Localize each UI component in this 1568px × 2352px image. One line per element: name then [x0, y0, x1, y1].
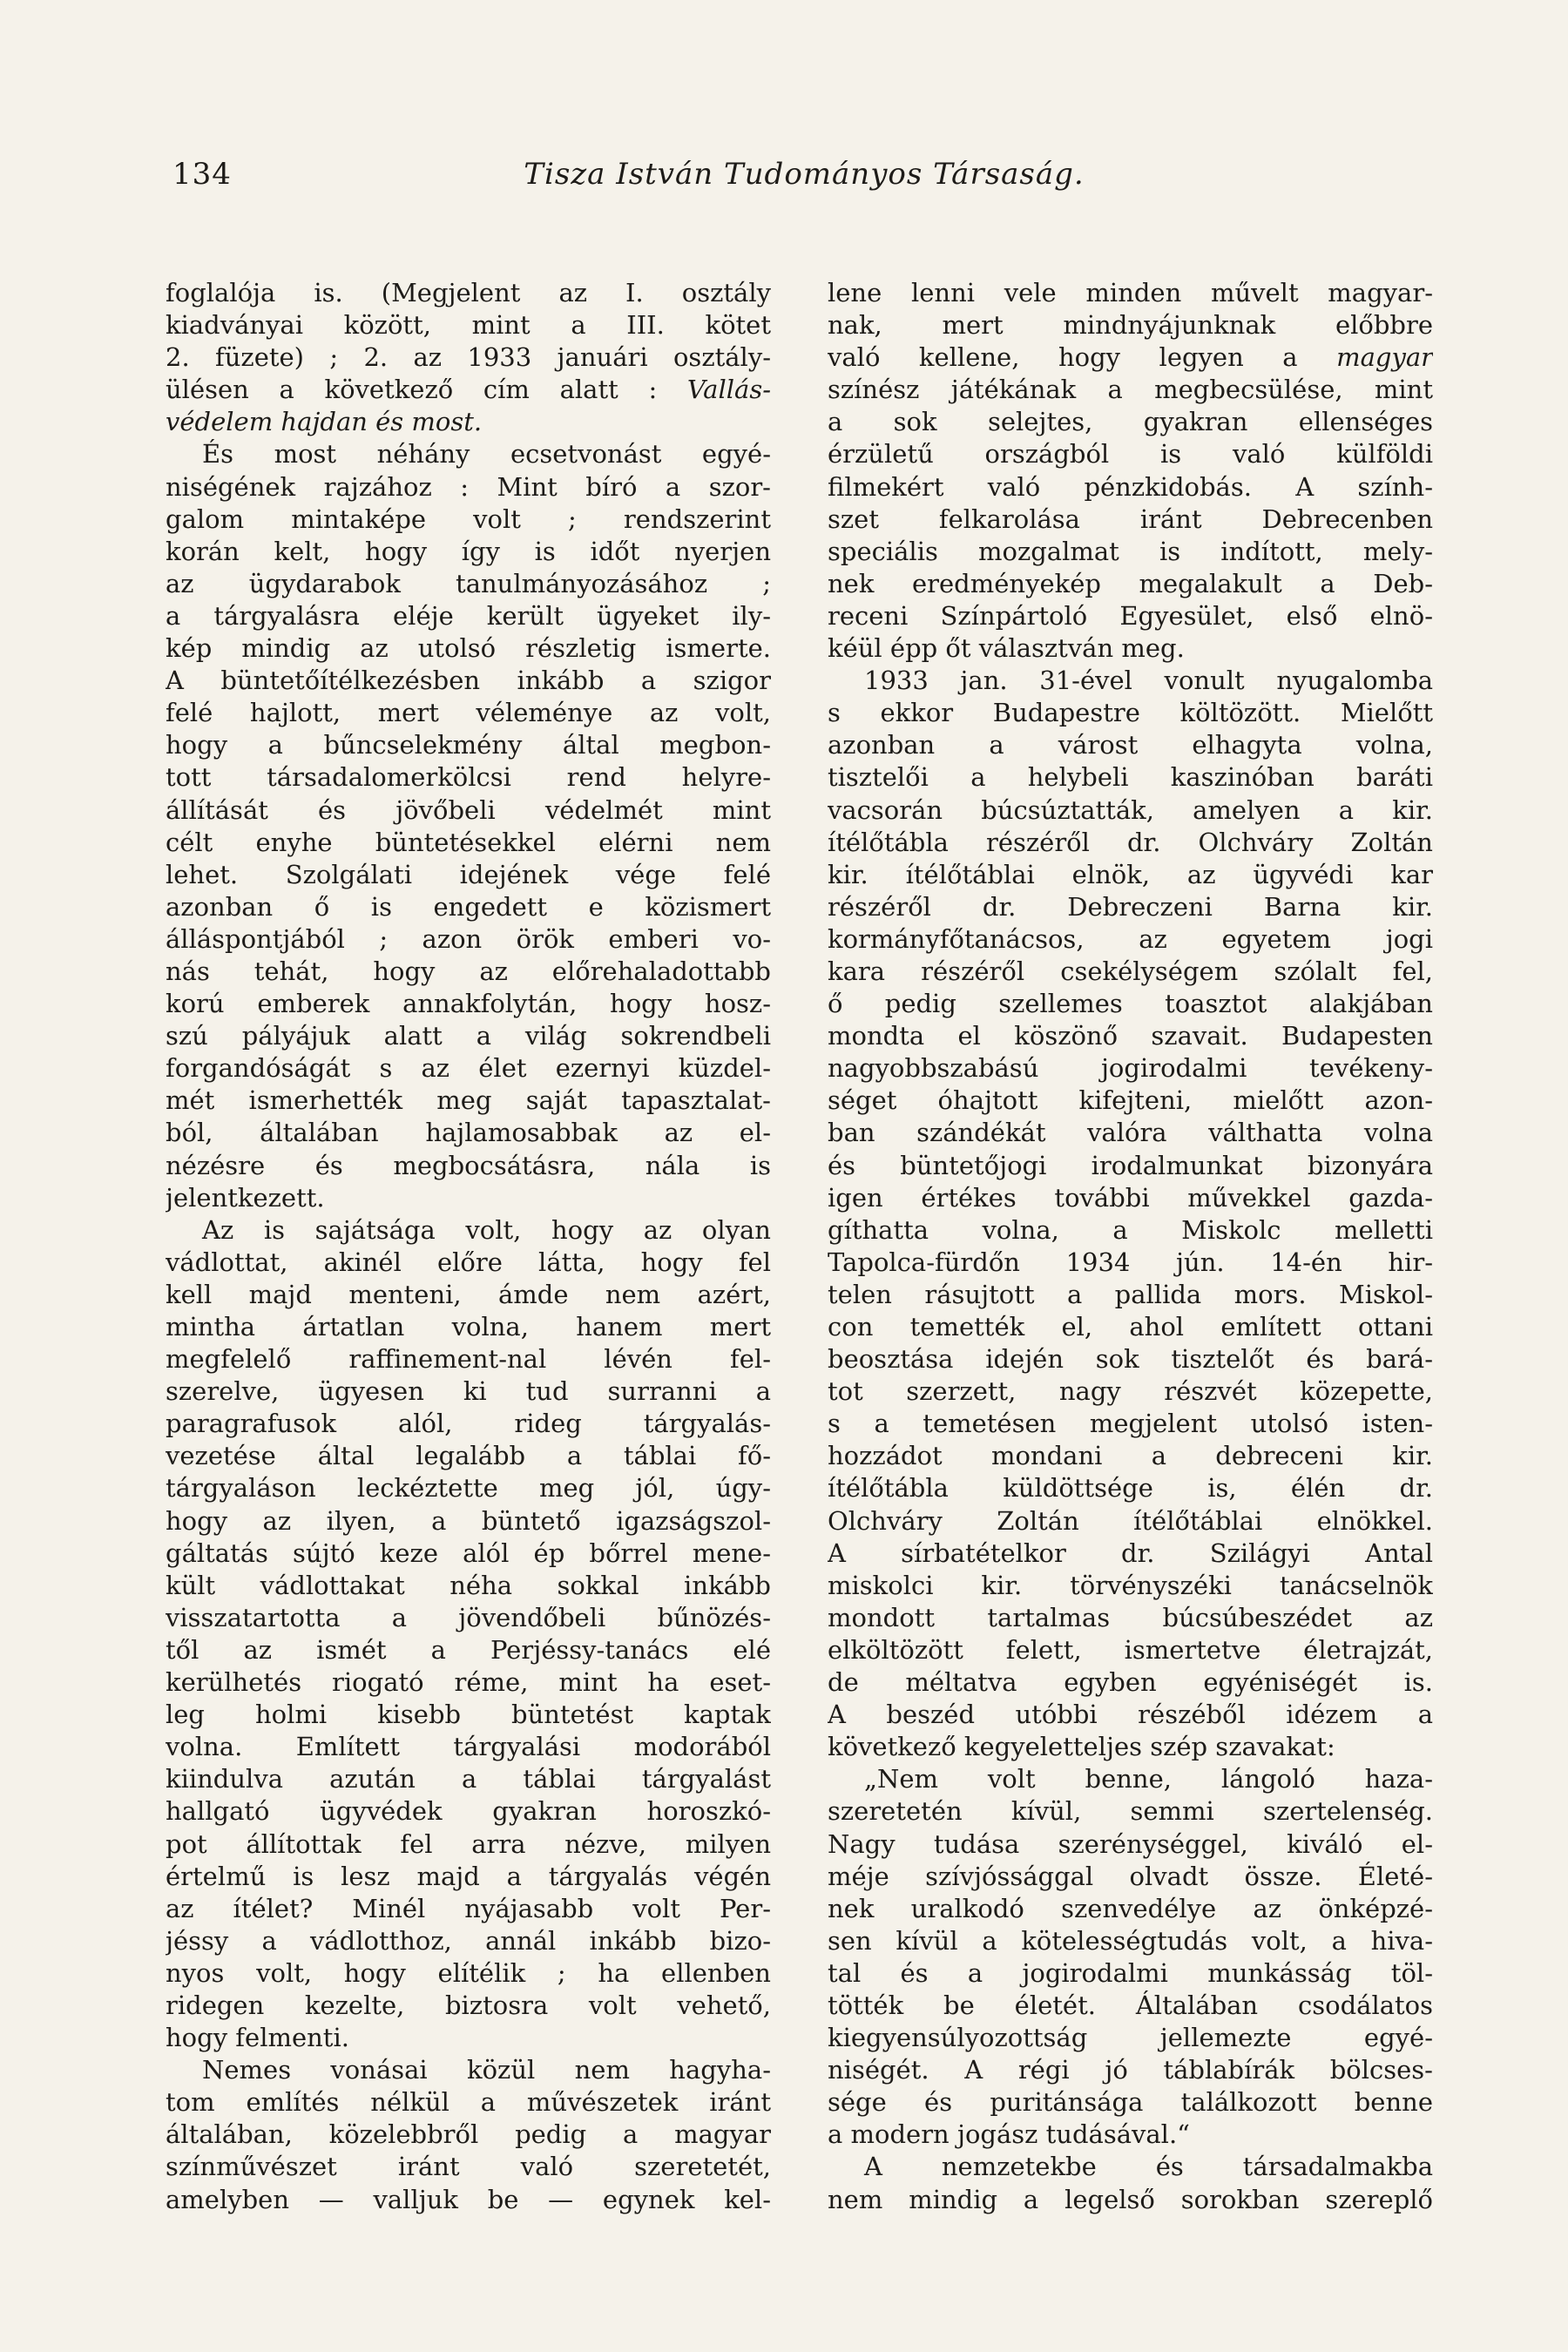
text-run: tott társadalomerkölcsi rend helyre-: [166, 762, 771, 793]
text-run: szerelve, ügyesen ki tud surranni a: [166, 1376, 771, 1407]
text-line: [828, 438, 1433, 470]
text-run: szeretetén kívül, semmi szertelenség.: [828, 1796, 1433, 1827]
text-line: [166, 2151, 771, 2183]
text-line: [828, 1990, 1433, 2022]
text-line: [828, 600, 1433, 632]
text-line: [166, 1311, 771, 1343]
text-run: receni Színpártoló Egyesület, első elnö-: [828, 600, 1433, 631]
text-run: kara részéről csekélységem szólalt fel,: [828, 956, 1433, 986]
running-title: Tisza István Tudományos Társaság.: [524, 157, 1085, 192]
text-run: leg holmi kisebb büntetést kaptak: [166, 1700, 771, 1730]
text-run: kormányfőtanácsos, az egyetem jogi: [828, 923, 1433, 954]
text-line: [828, 374, 1433, 406]
text-run: szú pályájuk alatt a világ sokrendbeli: [166, 1021, 771, 1051]
page-header: [172, 157, 1436, 200]
text-run: és büntetőjogi irodalmunkat bizonyára: [828, 1150, 1433, 1180]
text-run: 2. füzete) ; 2. az 1933 januári osztály-: [166, 342, 771, 373]
text-line: [166, 1731, 771, 1763]
text-line: [166, 1925, 771, 1957]
text-run: kiegyensúlyozottság jellemezte egyé-: [828, 2023, 1433, 2053]
text-line: [828, 1279, 1433, 1311]
text-line: [828, 827, 1433, 859]
text-run: lehet. Szolgálati idejének vége felé: [166, 859, 771, 889]
text-run: con temették el, ahol említett ottani: [828, 1312, 1433, 1342]
text-line: [828, 1795, 1433, 1828]
text-run: kell majd menteni, ámde nem azért,: [166, 1279, 771, 1309]
text-run: kült vádlottakat néha sokkal inkább: [166, 1570, 771, 1600]
text-line: [828, 632, 1433, 665]
text-run: A beszéd utóbbi részéből idézem a: [828, 1700, 1433, 1730]
text-run: ridegen kezelte, biztosra volt vehető,: [166, 1990, 771, 2020]
text-line: [828, 1731, 1433, 1763]
text-line: [828, 1699, 1433, 1731]
text-line: [166, 1117, 771, 1149]
text-run: nyos volt, hogy elítélik ; ha ellenben: [166, 1957, 771, 1988]
text-run: hogy az ilyen, a büntető igazságszol-: [166, 1505, 771, 1536]
text-line: [828, 1957, 1433, 1990]
text-line: [166, 1795, 771, 1828]
text-line: [828, 1408, 1433, 1440]
text-run: niségének rajzához : Mint bíró a szor-: [166, 471, 771, 502]
text-line: [828, 859, 1433, 891]
text-line: [166, 794, 771, 827]
text-run: színművészet iránt való szeretetét,: [166, 2152, 771, 2182]
text-run: nézésre és megbocsátásra, nála is: [166, 1150, 771, 1180]
text-run: álláspontjából ; azon örök emberi vo-: [166, 923, 771, 954]
text-run: tárgyaláson leckéztette meg jól, úgy-: [166, 1473, 771, 1504]
text-run: állítását és jövőbeli védelmét mint: [166, 794, 771, 825]
text-line: [828, 2054, 1433, 2086]
text-run: től az ismét a Perjéssy-tanács elé: [166, 1634, 771, 1665]
text-run: vacsorán búcsúztatták, amelyen a kir.: [828, 794, 1433, 825]
text-line: [828, 1440, 1433, 1472]
text-run: sége és puritánsága találkozott benne: [828, 2087, 1433, 2118]
text-run: A büntetőítélkezésben inkább a szigor: [166, 666, 771, 696]
text-line: [828, 1247, 1433, 1279]
text-line: [828, 665, 1433, 697]
text-line: [828, 2119, 1433, 2151]
text-run: paragrafusok alól, rideg tárgyalás-: [166, 1409, 771, 1439]
text-line: [166, 471, 771, 504]
text-run: jelentkezett.: [166, 1182, 325, 1213]
text-run: korú emberek annakfolytán, hogy hosz-: [166, 989, 771, 1019]
text-line: [166, 1634, 771, 1666]
text-line: [828, 1020, 1433, 1052]
text-run: értelmű is lesz majd a tárgyalás végén: [166, 1861, 771, 1891]
text-run: elköltözött felett, ismertetve életrajzát,: [828, 1634, 1433, 1665]
text-run: s a temetésen megjelent utolsó isten-: [828, 1409, 1433, 1439]
text-line: [166, 1214, 771, 1247]
text-run: filmekért való pénzkidobás. A szính-: [828, 471, 1433, 502]
text-line: [166, 1893, 771, 1925]
text-line: [828, 1763, 1433, 1795]
text-run: Olchváry Zoltán ítélőtáblai elnökkel.: [828, 1505, 1433, 1536]
text-run: mondta el köszönő szavait. Budapesten: [828, 1021, 1433, 1051]
text-run: amelyben — valljuk be — egynek kel-: [166, 2184, 771, 2214]
text-line: [166, 1699, 771, 1731]
text-run: tal és a jogirodalmi munkásság töl-: [828, 1957, 1433, 1988]
text-line: [166, 1343, 771, 1375]
text-run: A nemzetekbe és társadalmakba: [864, 2152, 1433, 2182]
text-line: [166, 956, 771, 988]
text-line: [166, 1408, 771, 1440]
text-line: [828, 956, 1433, 988]
text-run: részéről dr. Debreczeni Barna kir.: [828, 891, 1433, 922]
text-line: [166, 1570, 771, 1602]
text-run: nak, mert mindnyájunknak előbbre: [828, 310, 1433, 341]
text-run: kiindulva azután a táblai tárgyalást: [166, 1764, 771, 1794]
text-run: lene lenni vele minden művelt magyar-: [828, 278, 1433, 308]
text-run: s ekkor Budapestre költözött. Mielőtt: [828, 698, 1433, 728]
text-line: [828, 536, 1433, 568]
text-line: [166, 568, 771, 600]
text-run: sen kívül a kötelességtudás volt, a hiva-: [828, 1925, 1433, 1956]
text-line: [828, 761, 1433, 794]
right-column: [828, 277, 1433, 2216]
text-line: [166, 1505, 771, 1538]
text-run: érzületű országból is való külföldi: [828, 439, 1433, 470]
text-run: gáltatás sújtó keze alól ép bőrrel mene-: [166, 1538, 771, 1568]
text-run: kiadványai között, mint a III. kötet: [166, 310, 771, 341]
text-line: [166, 1538, 771, 1570]
text-line: [828, 923, 1433, 956]
text-run: ban szándékát valóra válthatta volna: [828, 1118, 1433, 1148]
text-line: [166, 2119, 771, 2151]
text-run: jéssy a vádlotthoz, annál inkább bizo-: [166, 1925, 771, 1956]
text-line: [166, 1279, 771, 1311]
text-run: vezetése által legalább a táblai fő-: [166, 1441, 771, 1471]
text-line: [166, 923, 771, 956]
text-run: visszatartotta a jövendőbeli bűnözés-: [166, 1602, 771, 1632]
text-line: [166, 729, 771, 761]
text-line: [166, 277, 771, 309]
text-run: a sok selejtes, gyakran ellenséges: [828, 407, 1433, 437]
text-line: [828, 1150, 1433, 1182]
text-run: nek eredményekép megalakult a Deb-: [828, 568, 1433, 598]
text-line: [828, 1925, 1433, 1957]
text-run: beosztása idején sok tisztelőt és bará-: [828, 1344, 1433, 1375]
text-line: [166, 1861, 771, 1893]
text-line: [166, 1957, 771, 1990]
page-number: 134: [172, 157, 232, 192]
text-line: [166, 761, 771, 794]
text-line: [166, 859, 771, 891]
text-run: az ítélet? Minél nyájasabb volt Per-: [166, 1893, 771, 1923]
text-line: [166, 1020, 771, 1052]
text-line: [828, 1311, 1433, 1343]
text-line: [828, 471, 1433, 504]
text-run: kerülhetés riogató réme, mint ha eset-: [166, 1667, 771, 1698]
text-line: [166, 665, 771, 697]
text-run: 1933 jan. 31-ével vonult nyugalomba: [864, 666, 1433, 696]
text-run: hogy felmenti.: [166, 2023, 349, 2053]
text-line: [166, 891, 771, 923]
text-line: [828, 988, 1433, 1020]
text-line: [828, 1602, 1433, 1634]
text-run: kéül épp őt választván meg.: [828, 633, 1185, 664]
text-run: megfelelő raffinement-nal lévén fel-: [166, 1344, 771, 1375]
text-run: gíthatta volna, a Miskolc melletti: [828, 1214, 1433, 1245]
text-line: [166, 2184, 771, 2216]
text-run: általában, közelebbről pedig a magyar: [166, 2119, 771, 2150]
text-line: [166, 504, 771, 536]
text-run: de méltatva egyben egyéniségét is.: [828, 1667, 1433, 1698]
text-run: ülésen a következő cím alatt :: [166, 375, 687, 405]
text-line: [828, 794, 1433, 827]
text-run: való kellene, hogy legyen a: [828, 342, 1337, 373]
text-line: [166, 827, 771, 859]
text-run: forgandóságát s az élet ezernyi küzdel-: [166, 1053, 771, 1084]
text-line: [828, 1472, 1433, 1504]
text-run: mintha ártatlan volna, hanem mert: [166, 1312, 771, 1342]
text-run: korán kelt, hogy így is időt nyerjen: [166, 536, 771, 566]
text-line: [828, 891, 1433, 923]
text-run: ítélőtábla küldöttsége is, élén dr.: [828, 1473, 1433, 1504]
text-line: [828, 341, 1433, 374]
text-run: az ügydarabok tanulmányozásához ;: [166, 568, 771, 598]
text-run: Az is sajátsága volt, hogy az olyan: [202, 1214, 771, 1245]
text-run: kép mindig az utolsó részletig ismerte.: [166, 633, 771, 664]
text-run: mondott tartalmas búcsúbeszédet az: [828, 1602, 1433, 1632]
text-run: a modern jogász tudásával.“: [828, 2119, 1190, 2150]
text-line: [166, 600, 771, 632]
text-run: azonban ő is engedett e közismert: [166, 891, 771, 922]
text-run: következő kegyeletteljes szép szavakat:: [828, 1732, 1335, 1762]
text-run: a tárgyalásra eléje került ügyeket ily-: [166, 600, 771, 631]
text-line: [828, 1117, 1433, 1149]
text-line: [166, 438, 771, 470]
text-line: [828, 406, 1433, 438]
text-line: [828, 1182, 1433, 1214]
text-line: [166, 309, 771, 341]
text-run: séget óhajtott kifejteni, mielőtt azon-: [828, 1085, 1433, 1116]
text-line: [166, 536, 771, 568]
text-line: [166, 1990, 771, 2022]
text-line: [828, 2022, 1433, 2054]
text-line: [828, 1893, 1433, 1925]
text-run: ítélőtábla részéről dr. Olchváry Zoltán: [828, 827, 1433, 857]
text-line: [828, 1538, 1433, 1570]
text-line: [828, 1375, 1433, 1408]
text-run: Nemes vonásai közül nem hagyha-: [202, 2055, 771, 2085]
text-run: A sírbatételkor dr. Szilágyi Antal: [828, 1538, 1433, 1568]
text-run: színész játékának a megbecsülése, mint: [828, 375, 1433, 405]
text-line: [166, 988, 771, 1020]
text-run: vádlottat, akinél előre látta, hogy fel: [166, 1247, 771, 1277]
text-run: nek uralkodó szenvedélye az önképzé-: [828, 1893, 1433, 1923]
text-line: [166, 374, 771, 406]
left-column: [166, 277, 771, 2216]
text-line: [166, 1828, 771, 1861]
text-line: [828, 309, 1433, 341]
italic-text-run: védelem hajdan és most.: [166, 407, 483, 437]
text-line: [166, 697, 771, 729]
text-run: méje szívjóssággal olvadt össze. Életé-: [828, 1861, 1433, 1891]
text-line: [828, 504, 1433, 536]
text-run: felé hajlott, mert véleménye az volt,: [166, 698, 771, 728]
text-line: [828, 1666, 1433, 1699]
text-line: [828, 277, 1433, 309]
text-run: hallgató ügyvédek gyakran horoszkó-: [166, 1796, 771, 1827]
text-line: [828, 1052, 1433, 1085]
text-line: [166, 1085, 771, 1117]
text-run: ő pedig szellemes toasztot alakjában: [828, 989, 1433, 1019]
text-line: [166, 1763, 771, 1795]
text-line: [166, 2022, 771, 2054]
italic-text-run: magyar: [1336, 342, 1433, 373]
text-run: azonban a várost elhagyta volna,: [828, 730, 1433, 760]
text-line: [166, 1182, 771, 1214]
text-run: tom említés nélkül a művészetek iránt: [166, 2087, 771, 2118]
text-line: [166, 1052, 771, 1085]
text-line: [166, 1150, 771, 1182]
text-run: igen értékes további művekkel gazda-: [828, 1182, 1433, 1213]
text-run: miskolci kir. törvényszéki tanácselnök: [828, 1570, 1433, 1600]
text-line: [166, 341, 771, 374]
text-run: célt enyhe büntetésekkel elérni nem: [166, 827, 771, 857]
text-run: foglalója is. (Megjelent az I. osztály: [166, 278, 771, 308]
text-line: [166, 1602, 771, 1634]
text-line: [166, 2054, 771, 2086]
text-line: [828, 568, 1433, 600]
text-run: nás tehát, hogy az előrehaladottabb: [166, 956, 771, 986]
text-line: [828, 1085, 1433, 1117]
text-run: „Nem volt benne, lángoló haza-: [864, 1764, 1433, 1794]
text-run: nem mindig a legelső sorokban szereplő: [828, 2184, 1433, 2214]
text-line: [828, 2184, 1433, 2216]
text-line: [166, 632, 771, 665]
text-run: ból, általában hajlamosabbak az el-: [166, 1118, 771, 1148]
text-run: kir. ítélőtáblai elnök, az ügyvédi kar: [828, 859, 1433, 889]
text-line: [828, 1828, 1433, 1861]
text-line: [166, 1375, 771, 1408]
text-run: nagyobbszabású jogirodalmi tevékeny-: [828, 1053, 1433, 1084]
text-run: niségét. A régi jó táblabírák bölcses-: [828, 2055, 1433, 2085]
text-line: [828, 1861, 1433, 1893]
text-line: [828, 1634, 1433, 1666]
text-line: [166, 1247, 771, 1279]
text-run: volna. Említett tárgyalási modorából: [166, 1732, 771, 1762]
text-line: [166, 1666, 771, 1699]
text-line: [166, 1440, 771, 1472]
text-line: [166, 406, 771, 438]
text-run: pot állítottak fel arra nézve, milyen: [166, 1828, 771, 1859]
text-run: telen rásujtott a pallida mors. Miskol-: [828, 1279, 1433, 1309]
text-run: hogy a bűncselekmény által megbon-: [166, 730, 771, 760]
text-run: hozzádot mondani a debreceni kir.: [828, 1441, 1433, 1471]
text-run: Tapolca-fürdőn 1934 jún. 14-én hir-: [828, 1247, 1433, 1277]
text-run: szet felkarolása iránt Debrecenben: [828, 504, 1433, 534]
text-run: És most néhány ecsetvonást egyé-: [202, 439, 771, 470]
text-line: [828, 2151, 1433, 2183]
text-run: tot szerzett, nagy részvét közepette,: [828, 1376, 1433, 1407]
text-line: [828, 1343, 1433, 1375]
text-line: [828, 2086, 1433, 2119]
text-line: [166, 1472, 771, 1504]
text-run: tötték be életét. Általában csodálatos: [828, 1990, 1433, 2020]
text-line: [828, 1505, 1433, 1538]
text-line: [828, 1570, 1433, 1602]
text-line: [828, 729, 1433, 761]
italic-text-run: Vallás-: [686, 375, 771, 405]
text-line: [828, 697, 1433, 729]
text-line: [166, 2086, 771, 2119]
text-run: tisztelői a helybeli kaszinóban baráti: [828, 762, 1433, 793]
text-run: mét ismerhették meg saját tapasztalat-: [166, 1085, 771, 1116]
text-run: Nagy tudása szerénységgel, kiváló el-: [828, 1828, 1433, 1859]
text-line: [828, 1214, 1433, 1247]
text-run: speciális mozgalmat is indított, mely-: [828, 536, 1433, 566]
text-run: galom mintaképe volt ; rendszerint: [166, 504, 771, 534]
